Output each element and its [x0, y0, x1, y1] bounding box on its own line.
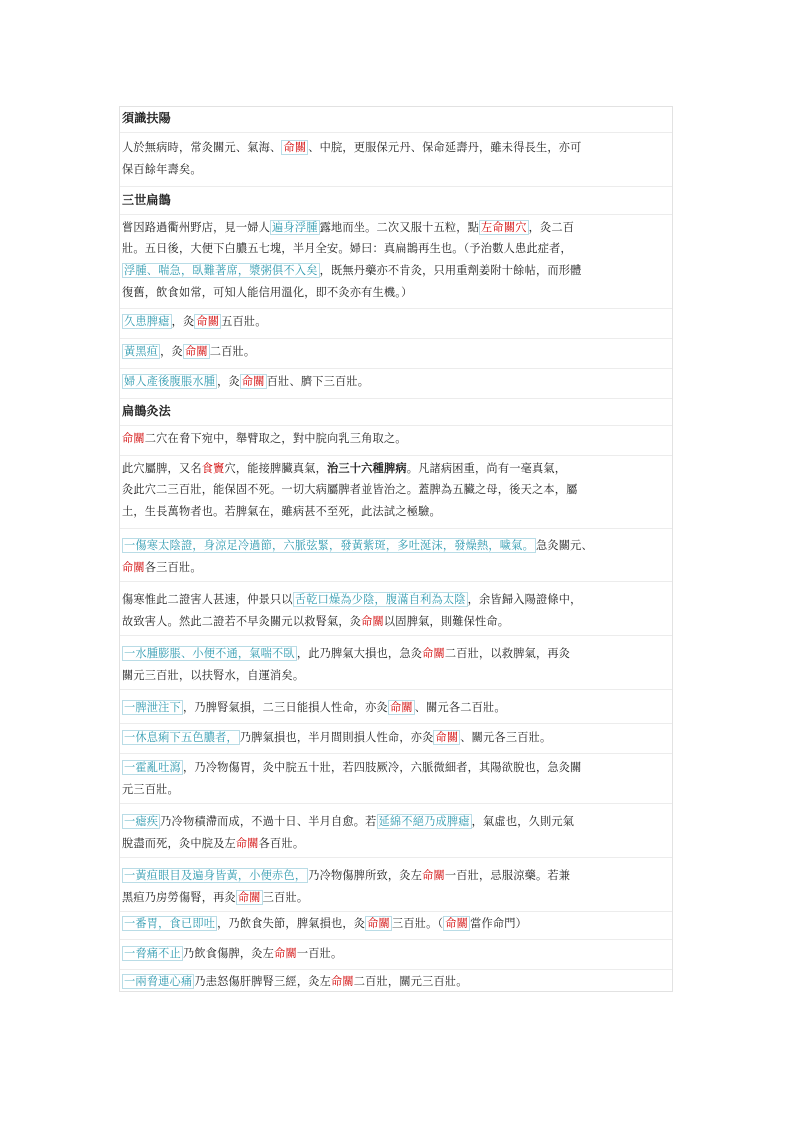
term-mingguan: 命關: [241, 375, 265, 388]
divider: [120, 911, 672, 912]
text-line: [122, 141, 582, 155]
text-run: ，余皆歸入陽證條中，: [467, 593, 582, 606]
term-highlight: 一休息痢下五色膿者，: [124, 731, 238, 744]
text-run: 三百壯。: [262, 891, 309, 904]
text-run: 穴，能接脾臟真氣，: [224, 462, 327, 475]
divider: [120, 132, 672, 133]
text-run: 乃冷物積滯而成，不過十日、半月自愈。若: [160, 815, 377, 828]
divider: [120, 939, 672, 940]
divider: [120, 368, 672, 369]
text-run: 當作命門）: [470, 917, 528, 930]
term-highlight: 延綿不絕乃成脾瘧: [378, 815, 470, 828]
term-mingguan: 命關: [422, 647, 445, 660]
term-highlight: 一脾泄注下: [124, 701, 181, 714]
text-run: 黑疸乃房勞傷腎，再灸: [122, 891, 236, 904]
term-shidou: 食竇: [201, 462, 225, 475]
text-run: 二百壯。: [209, 345, 256, 358]
term-mingguan: 命關: [196, 315, 220, 328]
divider: [120, 455, 672, 456]
text-run: 一百壯，忌服涼藥。若兼: [444, 869, 571, 882]
text-run: ，乃冷物傷胃，灸中脘五十壯，若四肢厥冷，六脈微細者，其陽欲脫也，急灸關: [182, 761, 582, 774]
text-line: [122, 947, 342, 961]
text-line: [122, 561, 202, 575]
text-run: 百壯、臍下三百壯。: [266, 375, 370, 388]
text-run: 乃冷物傷脾所致，灸左: [308, 869, 423, 882]
text-run: ，灸: [160, 345, 183, 358]
term-mingguan: 命關: [367, 917, 390, 930]
text-run: ，乃脾腎氣損，二三日能損人性命，亦灸: [182, 701, 388, 714]
text-run: ，氣虛也，久則元氣: [471, 815, 575, 828]
text-run: 。凡諸病困重，尚有一毫真氣，: [406, 462, 567, 475]
text-line: [122, 815, 574, 829]
term-highlight: 一傷寒太陰證，身涼足冷過節，六脈弦緊，發黃紫斑，多吐涎沫，發燥熱，噦氣。: [124, 539, 534, 552]
text-run: 二穴在脅下宛中，舉臂取之，對中脘向乳三角取之。: [144, 432, 407, 445]
term-highlight: 婦人產後腹脹水腫: [124, 375, 216, 388]
text-line: [122, 869, 570, 883]
term-mingguan: 命關: [184, 345, 208, 358]
text-run: 以固脾氣，則難保性命。: [383, 615, 510, 628]
text-line: 壯。五日後，大便下白膿五七塊，半月全安。婦曰：真扁鵲再生也。（予治數人患此症者，: [122, 242, 572, 255]
term-mingguan: 命關: [122, 561, 145, 574]
term-highlight: 浮腫、喘急，臥難著席，漿粥俱不入矣: [124, 264, 318, 277]
text-run: 一百壯。: [296, 947, 343, 960]
term-highlight: 一瘧疾: [124, 815, 159, 828]
text-line: [122, 891, 308, 905]
text-run: 露地而坐。二次又服十五粒，點: [319, 221, 480, 234]
divider: [120, 723, 672, 724]
text-run: ，此乃脾氣大損也，急灸: [296, 647, 423, 660]
text-line: [122, 264, 582, 278]
term-mingguan: 命關: [422, 869, 445, 882]
divider: [120, 969, 672, 970]
divider: [120, 528, 672, 529]
text-run: 嘗因路過衢州野店，見一婦人: [122, 221, 271, 234]
text-line: [122, 731, 551, 745]
text-run: 此穴屬脾，又名: [122, 462, 202, 475]
term-highlight: 一黃疸眼目及遍身皆黃，小便赤色，: [124, 869, 307, 882]
text-run: 、中脘，更服保元丹、保命延壽丹，雖未得長生，亦可: [308, 141, 582, 154]
text-run: ，灸二百: [528, 221, 575, 234]
text-run: ，灸: [217, 375, 240, 388]
text-line: 保百餘年壽矣。: [122, 163, 202, 176]
term-mingguan: 命關: [445, 917, 469, 930]
divider: [120, 398, 672, 399]
section-title: 三世扁鵲: [122, 193, 171, 207]
text-line: [122, 837, 304, 851]
term-mingguan: 命關: [274, 947, 297, 960]
text-run: 、關元各三百壯。: [460, 731, 552, 744]
term-highlight: 一番胃，食已即吐: [124, 917, 216, 930]
text-run: 故致害人。然此二證若不早灸關元以救腎氣，灸: [122, 615, 362, 628]
text-run: 各百壯。: [258, 837, 305, 850]
divider: [120, 425, 672, 426]
text-line: [122, 975, 468, 989]
text-run: 急灸關元、: [535, 539, 593, 552]
text-line: [122, 917, 527, 931]
text-line: [122, 462, 566, 476]
text-line: [122, 539, 593, 553]
term-highlight: 舌乾口燥為少陰，腹滿自利為太陰: [294, 593, 466, 606]
text-run: 三百壯。（: [391, 917, 444, 930]
divider: [120, 214, 672, 215]
text-line: [122, 375, 369, 389]
divider: [120, 753, 672, 754]
divider: [120, 186, 672, 187]
text-run: ，既無丹藥亦不肯灸，只用重劑姜附十餘帖，而形體: [319, 264, 582, 277]
term-highlight: 一水腫膨脹、小便不通，氣喘不臥: [124, 647, 295, 660]
term-highlight: 一兩脅連心痛: [124, 975, 193, 988]
text-run: 、關元各二百壯。: [414, 701, 506, 714]
text-line: [122, 593, 582, 607]
text-line: 復舊，飲食如常，可知人能信用溫化，即不灸亦有生機。）: [122, 286, 413, 299]
term-highlight: 一脅痛不止: [124, 947, 181, 960]
divider: [120, 689, 672, 690]
text-line: [122, 432, 407, 446]
divider: [120, 857, 672, 858]
text-line: [122, 315, 267, 329]
text-run: 乃恚怒傷肝脾腎三經，灸左: [194, 975, 331, 988]
text-run: 五百壯。: [221, 315, 267, 328]
divider: [120, 581, 672, 582]
term-mingguan: 命關: [283, 141, 307, 154]
term-highlight: 久患脾瘧: [124, 315, 170, 328]
text-run: 脫盡而死，灸中脘及左: [122, 837, 236, 850]
text-line: [122, 221, 574, 235]
text-run: 乃飲食傷脾，灸左: [182, 947, 275, 960]
term-mingguan: 左命關穴: [481, 221, 527, 234]
text-run: 傷寒惟此二證害人甚速，仲景只以: [122, 593, 293, 606]
term-mingguan: 命關: [435, 731, 459, 744]
text-run: 人於無病時，常灸關元、氣海、: [122, 141, 282, 154]
term-mingguan: 命關: [237, 891, 261, 904]
text-run: ，灸: [171, 315, 195, 328]
text-line: 關元三百壯，以扶腎水，自運消矣。: [122, 669, 305, 682]
text-line: [122, 615, 509, 629]
divider: [120, 308, 672, 309]
term-mingguan: 命關: [389, 701, 413, 714]
divider: [120, 635, 672, 636]
section-title: 須識扶陽: [122, 111, 171, 125]
text-line: 土，生長萬物者也。若脾氣在，雖病甚不至死，此法試之極驗。: [122, 505, 441, 518]
text-line: [122, 345, 255, 359]
term-highlight: 一霍亂吐瀉: [124, 761, 181, 774]
text-line: 灸此穴二三百壯，能保固不死。一切大病屬脾者並皆治之。蓋脾為五臟之母，後天之本，屬: [122, 483, 578, 496]
term-mingguan: 命關: [122, 432, 145, 445]
text-run: ，乃飲食失節，脾氣損也，灸: [217, 917, 366, 930]
term-mingguan: 命關: [361, 615, 384, 628]
text-run: 各三百壯。: [144, 561, 202, 574]
document-page: [119, 106, 673, 992]
text-line: [122, 761, 582, 775]
text-run: 二百壯，關元三百壯。: [353, 975, 468, 988]
text-run: 乃脾氣損也，半月間則損人性命，亦灸: [239, 731, 434, 744]
section-title: 扁鵲灸法: [122, 404, 171, 418]
divider: [120, 803, 672, 804]
text-line: [122, 701, 506, 715]
term-mingguan: 命關: [235, 837, 259, 850]
term-mingguan: 命關: [330, 975, 354, 988]
text-line: 元三百壯。: [122, 783, 179, 796]
divider: [120, 338, 672, 339]
emphasis-text: 治三十六種脾病: [327, 462, 407, 475]
term-highlight: 遍身浮腫: [272, 221, 318, 234]
text-run: 二百壯，以救脾氣，再灸: [444, 647, 571, 660]
text-line: [122, 647, 570, 661]
term-highlight: 黃黑疸: [124, 345, 159, 358]
